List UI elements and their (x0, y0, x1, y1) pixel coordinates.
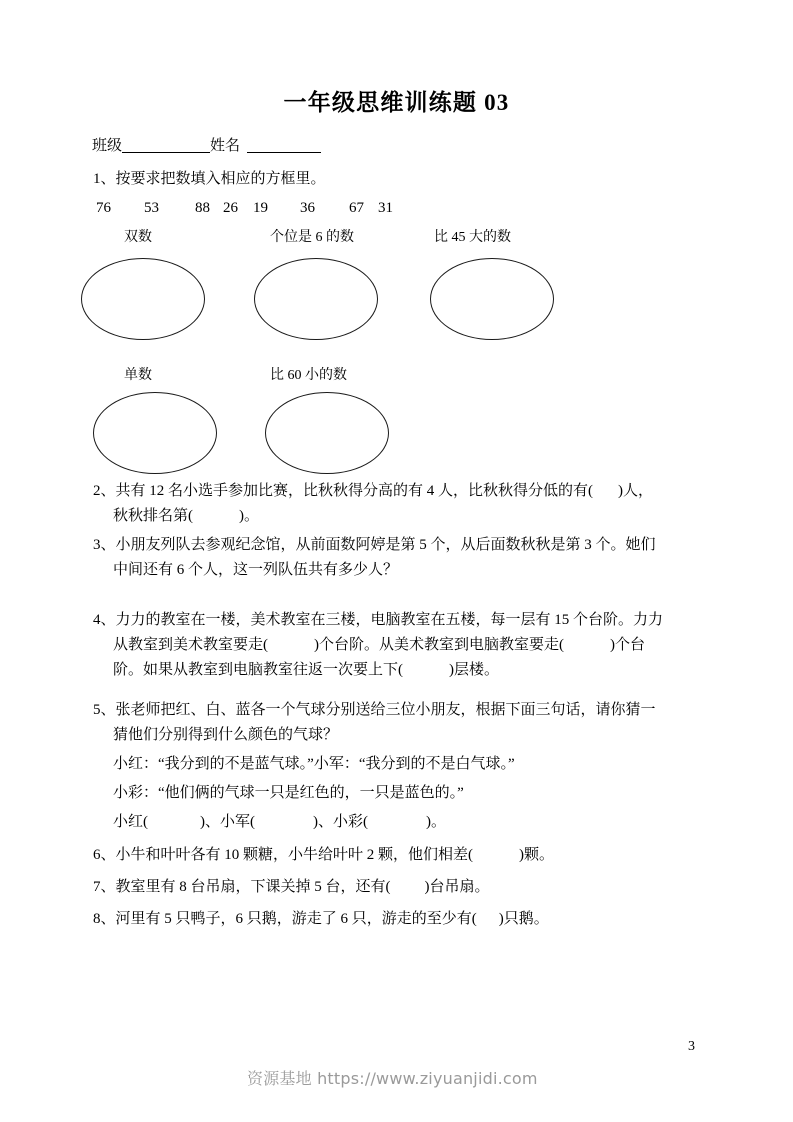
question-3-text-b: 中间还有 6 个人，这一列队伍共有多少人？ (113, 562, 399, 578)
question-7-number: 7、 (93, 879, 116, 895)
question-8-text-b: )只鹅。 (498, 911, 549, 927)
question-2-text-b: )人， (618, 483, 654, 499)
page-title: 一年级思维训练题 03 (283, 90, 510, 115)
ellipse-label-ones-digit-six: 个位是 6 的数 (270, 230, 354, 245)
question-5-line-2 (93, 723, 656, 748)
question-7-text-b: )台吊扇。 (424, 879, 490, 895)
question-5-text-g: )、小彩( (313, 814, 368, 830)
question-4-text-b: 从教室到美术教室要走( (113, 637, 268, 653)
question-3 (93, 533, 656, 583)
answer-ellipse-odd-numbers[interactable] (93, 392, 217, 474)
question-3-text-a: 小朋友列队去参观纪念馆，从前面数阿婷是第 5 个，从后面数秋秋是第 3 个。她们 (115, 537, 656, 553)
question-5-text-h: )。 (426, 814, 446, 830)
question-5-text-d: 小彩：“他们俩的气球一只是红色的，一只是蓝色的。” (113, 785, 464, 801)
question-4-text-d: )个台 (610, 637, 645, 653)
number-item: 31 (378, 200, 393, 216)
question-6 (93, 843, 554, 868)
question-1-text: 按要求把数填入相应的方框里。 (115, 171, 326, 187)
page-number: 3 (688, 1039, 695, 1054)
number-item: 26 (223, 200, 238, 216)
question-4-line-1 (93, 608, 663, 633)
class-input-blank[interactable] (122, 152, 210, 153)
question-2-text-c: 秋秋排名第( (113, 508, 193, 524)
question-8-text-a: 河里有 5 只鸭子，6 只鹅，游走了 6 只，游走的至少有( (115, 911, 477, 927)
number-item: 53 (144, 200, 159, 216)
question-5-line-1 (93, 698, 656, 723)
question-1-number: 1、 (93, 171, 116, 187)
question-6-text-b: )颗。 (519, 847, 555, 863)
number-item: 36 (300, 200, 315, 216)
ellipse-label-less-than-60: 比 60 小的数 (270, 368, 347, 383)
question-6-number: 6、 (93, 847, 116, 863)
number-item: 88 (195, 200, 210, 216)
question-5-text-f: )、小军( (200, 814, 255, 830)
question-8-number: 8、 (93, 911, 116, 927)
question-2-text-d: )。 (239, 508, 259, 524)
name-label: 姓名 (210, 138, 241, 154)
answer-ellipse-even-numbers[interactable] (81, 258, 205, 340)
question-5-line-3 (93, 752, 656, 777)
question-4-text-c: )个台阶。从美术教室到电脑教室要走( (314, 637, 564, 653)
question-3-number: 3、 (93, 537, 116, 553)
number-item: 67 (349, 200, 364, 216)
question-5-text-b: 猜他们分别得到什么颜色的气球？ (113, 727, 339, 743)
question-1-prompt (93, 167, 326, 192)
question-5-number: 5、 (93, 702, 116, 718)
question-3-line-1 (93, 533, 656, 558)
question-5 (93, 698, 656, 835)
number-item: 19 (253, 200, 268, 216)
question-5-text-a: 张老师把红、白、蓝各一个气球分别送给三位小朋友，根据下面三句话，请你猜一 (115, 702, 656, 718)
question-6-text-a: 小牛和叶叶各有 10 颗糖，小牛给叶叶 2 颗，他们相差( (115, 847, 474, 863)
number-item: 76 (96, 200, 111, 216)
question-2-text-a: 共有 12 名小选手参加比赛，比秋秋得分高的有 4 人，比秋秋得分低的有( (115, 483, 594, 499)
question-2-line-1 (93, 479, 653, 504)
name-input-blank[interactable] (247, 152, 321, 153)
question-2-line-2 (93, 504, 653, 529)
class-label: 班级 (92, 138, 123, 154)
question-5-line-4 (93, 781, 656, 806)
question-5-text-c: 小红：“我分到的不是蓝气球。”小军：“我分到的不是白气球。” (113, 756, 515, 772)
question-4-text-f: )层楼。 (449, 662, 499, 678)
question-7-text-a: 教室里有 8 台吊扇，下课关掉 5 台，还有( (115, 879, 391, 895)
question-4-line-2 (93, 633, 663, 658)
question-7 (93, 875, 490, 900)
answer-ellipse-greater-than-45[interactable] (430, 258, 554, 340)
question-4-text-a: 力力的教室在一楼，美术教室在三楼，电脑教室在五楼，每一层有 15 个台阶。力力 (115, 612, 664, 628)
question-2 (93, 479, 653, 529)
number-pool (96, 198, 393, 218)
answer-ellipse-ones-digit-six[interactable] (254, 258, 378, 340)
question-4-text-e: 阶。如果从教室到电脑教室往返一次要上下( (113, 662, 403, 678)
answer-ellipse-less-than-60[interactable] (265, 392, 389, 474)
student-info-line (92, 136, 321, 156)
question-8 (93, 907, 549, 932)
question-5-line-5 (93, 810, 656, 835)
question-2-number: 2、 (93, 483, 116, 499)
question-4-line-3 (93, 658, 663, 683)
ellipse-label-even-numbers: 双数 (124, 230, 152, 245)
question-5-text-e: 小红( (113, 814, 148, 830)
ellipse-label-greater-than-45: 比 45 大的数 (434, 230, 511, 245)
watermark: 资源基地 https://www.ziyuanjidi.com (247, 1069, 538, 1088)
question-4 (93, 608, 663, 683)
ellipse-label-odd-numbers: 单数 (124, 368, 152, 383)
question-3-line-2 (93, 558, 656, 583)
question-4-number: 4、 (93, 612, 116, 628)
